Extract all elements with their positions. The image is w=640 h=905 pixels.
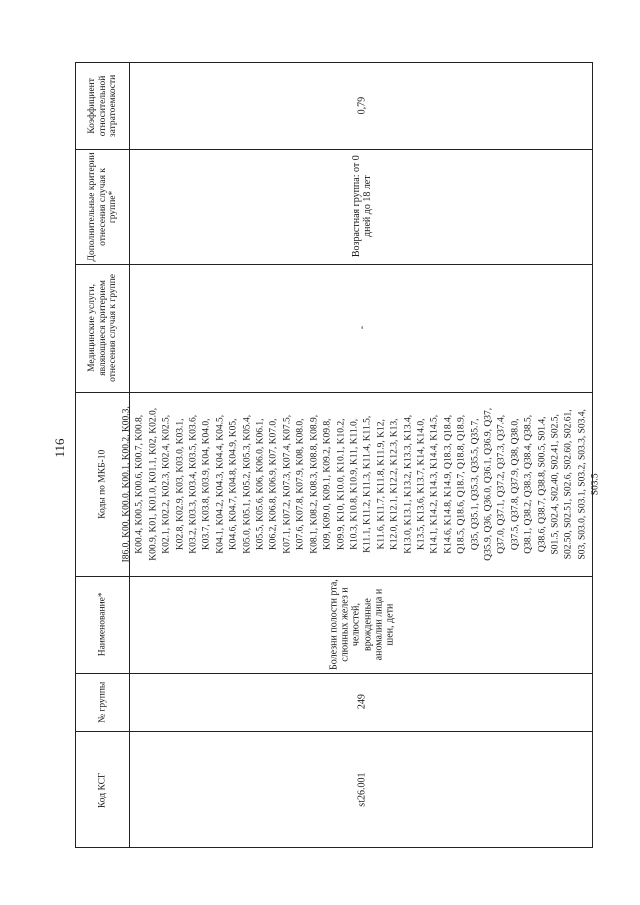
header-cost-coefficient: Коэффициент относительной затратоемкости	[86, 74, 118, 138]
mkb-code-line: Q38.6, Q38.7, Q38.8, S00.5, S01.4,	[536, 416, 547, 552]
header-code-ksg: Код КСГ	[97, 772, 108, 808]
mkb-code-line: Q35.9, Q36, Q36.0, Q36.1, Q36.9, Q37,	[483, 407, 494, 561]
mkb-code-line: K05.5, K05.6, K06, K06.0, K06.1,	[255, 418, 266, 550]
mkb-code-line: K04.1, K04.2, K04.3, K04.4, K04.5,	[215, 414, 226, 554]
header-name: Наименование*	[97, 592, 108, 657]
header-group-no: № группы	[97, 681, 108, 723]
mkb-code-line: K00.4, K00.5, K00.6, K00.7, K00.8,	[134, 414, 145, 554]
cell-name: Болезни полости рта, слюнных желез и челюстей, врожденные аномалии лица и шеи, дети	[327, 579, 395, 670]
header-mkb-codes: Коды по МКБ-10	[97, 449, 108, 519]
mkb-code-line: K05.0, K05.1, K05.2, K05.3, K05.4,	[241, 414, 252, 554]
cell-medical-services: -	[355, 326, 367, 330]
mkb-code-line: K14.6, K14.8, K14.9, Q18.3, Q18.4,	[442, 414, 453, 554]
mkb-code-line: S03.5	[590, 473, 601, 495]
mkb-code-line: K08.1, K08.2, K08.3, K08.8, K08.9,	[308, 414, 319, 554]
mkb-code-line: K14.1, K14.2, K14.3, K14.4, K14.5,	[429, 414, 440, 554]
mkb-code-line: K02.1, K02.2, K02.3, K02.4, K02.5,	[161, 414, 172, 554]
mkb-code-line: K11.6, K11.7, K11.8, K11.9, K12,	[375, 418, 386, 550]
header-extra-criteria: Дополнительные критерии отнесения случая к группе*	[86, 151, 118, 262]
mkb-code-line: Q35, Q35.1, Q35.3, Q35.5, Q35.7,	[469, 418, 480, 550]
page-number: 116	[52, 438, 67, 458]
mkb-code-line: S01.5, S02.4, S02.40, S02.41, S02.5,	[550, 413, 561, 555]
mkb-code-line: K10.3, K10.8, K10.9, K11, K11.0,	[349, 418, 360, 550]
mkb-code-line: K02.8, K02.9, K03, K03.0, K03.1,	[174, 418, 185, 550]
mkb-code-line: K11.1, K11.2, K11.3, K11.4, K11.5,	[362, 415, 373, 553]
mkb-code-line: K03.7, K03.8, K03.9, K04, K04.0,	[201, 418, 212, 550]
header-medical-services: Медицинские услуги, являющиеся критерием отнесения случая к группе	[86, 274, 118, 382]
mkb-code-line: Q37.5, Q37.8, Q37.9, Q38, Q38.0,	[509, 418, 520, 550]
mkb-code-line: K07.6, K07.8, K07.9, K08, K08.0,	[295, 418, 306, 550]
mkb-code-line: K06.2, K06.8, K06.9, K07, K07.0,	[268, 418, 279, 550]
mkb-code-line: Q38.1, Q38.2, Q38.3, Q38.4, Q38.5,	[523, 414, 534, 554]
mkb-code-line: K13.0, K13.1, K13.2, K13.3, K13.4,	[402, 414, 413, 554]
cell-code-ksg: st26.001	[355, 772, 367, 808]
mkb-code-list	[120, 392, 603, 576]
mkb-code-line: Q37.0, Q37.1, Q37.2, Q37.3, Q37.4,	[496, 414, 507, 554]
mkb-code-line: I86.0, K00, K00.0, K00.1, K00.2, K00.3,	[121, 405, 132, 563]
mkb-code-line: Q18.5, Q18.6, Q18.7, Q18.8, Q18.9,	[456, 414, 467, 554]
mkb-code-line: S03, S03.0, S03.1, S03.2, S03.3, S03.4,	[577, 408, 587, 560]
mkb-code-line: K12.0, K12.1, K12.2, K12.3, K13,	[389, 418, 400, 550]
mkb-code-line: K07.1, K07.2, K07.3, K07.4, K07.5,	[282, 414, 293, 554]
mkb-code-line: K04.6, K04.7, K04.8, K04.9, K05,	[228, 418, 239, 550]
ksg-table	[75, 62, 601, 848]
cell-extra-criteria: Возрастная группа: от 0 дней до 18 лет	[350, 155, 373, 258]
mkb-code-line: K09, K09.0, K09.1, K09.2, K09.8,	[322, 418, 333, 550]
mkb-code-line: K03.2, K03.3, K03.4, K03.5, K03.6,	[188, 414, 199, 554]
mkb-code-line: K13.5, K13.6, K13.7, K14, K14.0,	[416, 418, 427, 550]
mkb-code-line: S02.50, S02.51, S02.6, S02.60, S02.61,	[563, 409, 574, 559]
cell-cost-coefficient: 0,79	[355, 97, 367, 115]
mkb-code-line: K09.9, K10, K10.0, K10.1, K10.2,	[335, 418, 346, 550]
cell-group-no: 249	[355, 694, 367, 710]
mkb-code-line: K00.9, K01, K01.0, K01.1, K02, K02.0,	[148, 407, 158, 561]
cell-mkb-codes	[121, 392, 601, 576]
